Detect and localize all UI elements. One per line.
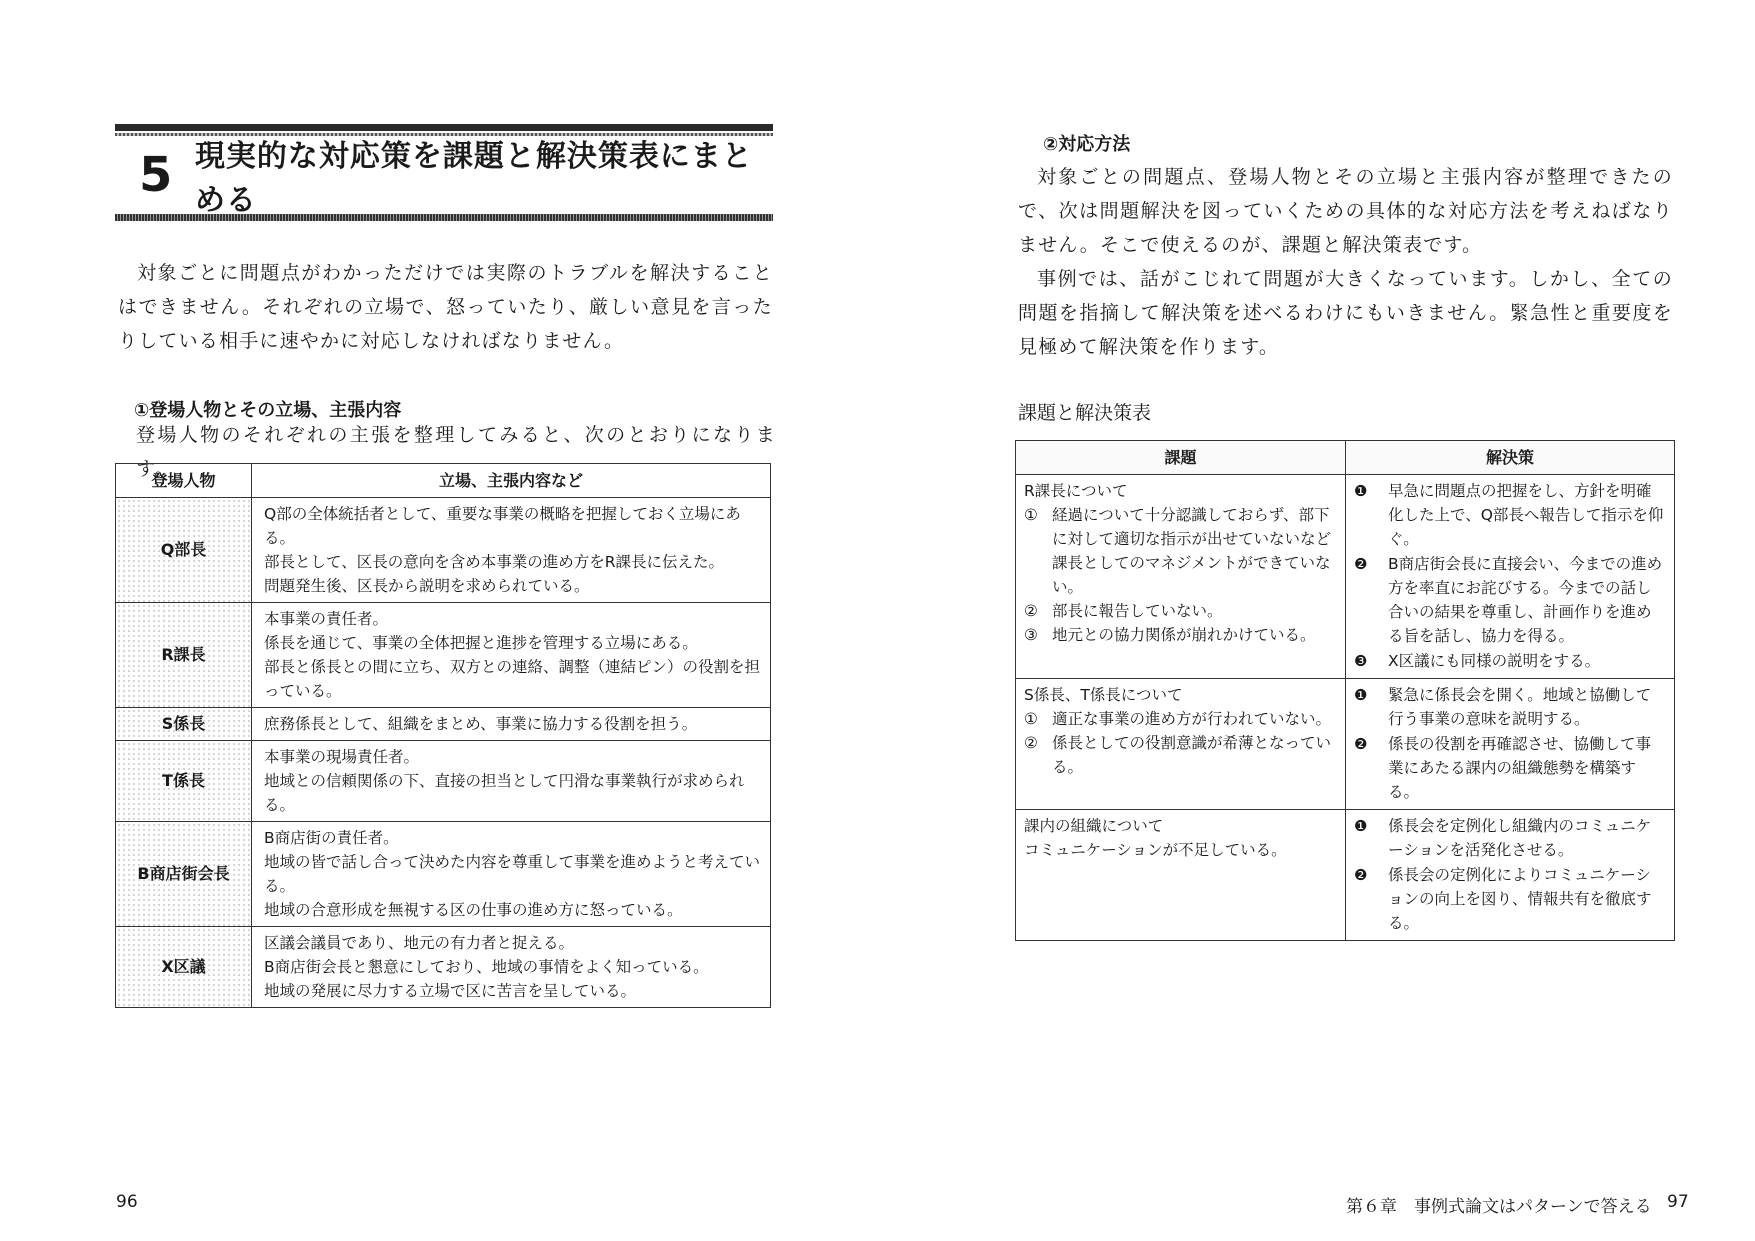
circled-number-marker: ③ xyxy=(1024,626,1038,644)
table-row xyxy=(116,603,771,708)
character-description xyxy=(252,498,771,603)
character-description xyxy=(252,822,771,927)
issue-item xyxy=(1024,707,1337,731)
heading-rule-top xyxy=(115,124,773,131)
issue-text: 適正な事業の進め方が行われていない。 xyxy=(1052,710,1332,728)
solution-item xyxy=(1354,683,1666,731)
table-row xyxy=(116,741,771,822)
table-header-row xyxy=(1016,441,1675,475)
solution-item xyxy=(1354,552,1666,648)
header-issue: 課題 xyxy=(1016,441,1346,475)
issue-text: 部長に報告していない。 xyxy=(1052,602,1223,620)
character-name: S係長 xyxy=(116,708,252,741)
section-heading xyxy=(115,124,773,221)
description-line: B商店街会長と懇意にしており、地域の事情をよく知っている。 xyxy=(264,958,709,976)
character-description xyxy=(252,603,771,708)
character-name: B商店街会長 xyxy=(116,822,252,927)
section2-paragraph-2: 事例では、話がこじれて問題が大きくなっています。しかし、全ての問題を指摘して解決策を述べるわけにもいきません。緊急性と重要度を見極めて解決策を作ります。 xyxy=(1018,268,1673,358)
solution-item xyxy=(1354,649,1666,673)
issue-cell xyxy=(1016,810,1346,941)
description-line: Q部の全体統括者として、重要な事業の概略を把握しておく立場にある。 xyxy=(264,505,741,547)
character-description xyxy=(252,741,771,822)
table-row xyxy=(1016,475,1675,679)
issue-item xyxy=(1024,503,1337,599)
solution-text: 早急に問題点の把握をし、方針を明確化した上で、Q部長へ報告して指示を仰ぐ。 xyxy=(1388,482,1664,548)
table-row xyxy=(116,927,771,1008)
header-solution: 解決策 xyxy=(1346,441,1675,475)
description-line: 本事業の責任者。 xyxy=(264,610,389,628)
description-line: 地域との信頼関係の下、直接の担当として円滑な事業執行が求められる。 xyxy=(264,772,745,814)
description-line: 問題発生後、区長から説明を求められている。 xyxy=(264,577,590,595)
solution-cell xyxy=(1346,810,1675,941)
intro-paragraph: 対象ごとに問題点がわかっただけでは実際のトラブルを解決することはできません。それぞれの立場で、怒っていたり、厳しい意見を言ったりしている相手に速やかに対応しなければなりません。 xyxy=(118,262,773,352)
solution-item xyxy=(1354,863,1666,935)
description-line: 区議会議員であり、地元の有力者と捉える。 xyxy=(264,934,575,952)
circled-number-marker: ② xyxy=(1024,734,1038,752)
table-row xyxy=(116,708,771,741)
description-line: 地域の発展に尽力する立場で区に苦言を呈している。 xyxy=(264,982,637,1000)
issue-item xyxy=(1024,731,1337,779)
issue-item xyxy=(1024,599,1337,623)
solution-text: 係長会を定例化し組織内のコミュニケーションを活発化させる。 xyxy=(1388,817,1652,859)
filled-number-marker: ❶ xyxy=(1354,686,1368,704)
table-row xyxy=(116,498,771,603)
character-description xyxy=(252,927,771,1008)
character-description xyxy=(252,708,771,741)
section2-paragraph-1: 対象ごとの問題点、登場人物とその立場と主張内容が整理できたので、次は問題解決を図っていくための具体的な対応方法を考えねばなりません。そこで使えるのが、課題と解決策表です。 xyxy=(1018,166,1673,256)
solution-text: 緊急に係長会を開く。地域と協働して行う事業の意味を説明する。 xyxy=(1388,686,1652,728)
right-page xyxy=(877,0,1755,1241)
solution-cell xyxy=(1346,679,1675,810)
filled-number-marker: ❷ xyxy=(1354,866,1368,884)
issue-text: コミュニケーションが不足している。 xyxy=(1024,841,1287,859)
filled-number-marker: ❶ xyxy=(1354,817,1368,835)
filled-number-marker: ❷ xyxy=(1354,555,1368,573)
header-character: 登場人物 xyxy=(116,464,252,498)
description-line: 部長と係長との間に立ち、双方との連絡、調整（連結ピン）の役割を担っている。 xyxy=(264,658,761,700)
issue-title: 課内の組織について xyxy=(1024,817,1164,835)
solution-item xyxy=(1354,814,1666,862)
table-header-row xyxy=(116,464,771,498)
solution-item xyxy=(1354,732,1666,804)
character-name: R課長 xyxy=(116,603,252,708)
page-number-left: 96 xyxy=(116,1192,138,1212)
solution-text: 係長の役割を再確認させ、協働して事業にあたる課内の組織態勢を構築する。 xyxy=(1388,735,1652,801)
heading-number: 5 xyxy=(139,147,173,203)
issues-solutions-table xyxy=(1015,440,1675,941)
issue-title: S係長、T係長について xyxy=(1024,686,1183,704)
table-row xyxy=(1016,679,1675,810)
circled-number-marker: ① xyxy=(1024,710,1038,728)
solution-text: 係長会の定例化によりコミュニケーションの向上を図り、情報共有を徹底する。 xyxy=(1388,866,1652,932)
table-row xyxy=(1016,810,1675,941)
section1-lead: 登場人物のそれぞれの主張を整理してみると、次のとおりになります。 xyxy=(136,424,776,480)
table-title: 課題と解決策表 xyxy=(1018,402,1152,424)
issue-cell xyxy=(1016,679,1346,810)
solution-text: B商店街会長に直接会い、今までの進め方を率直にお詫びする。今までの話し合いの結果を尊重し、計画作りを進める旨を話し、協力を得る。 xyxy=(1388,555,1663,645)
header-position: 立場、主張内容など xyxy=(252,464,771,498)
description-line: B商店街の責任者。 xyxy=(264,829,399,847)
description-line: 部長として、区長の意向を含め本事業の進め方をR課長に伝えた。 xyxy=(264,553,724,571)
section2-title: ②対応方法 xyxy=(1043,134,1131,155)
description-line: 地域の合意形成を無視する区の仕事の進め方に怒っている。 xyxy=(264,901,683,919)
left-page xyxy=(0,0,877,1241)
solution-text: X区議にも同様の説明をする。 xyxy=(1388,652,1601,670)
filled-number-marker: ❸ xyxy=(1354,652,1368,670)
character-name: Q部長 xyxy=(116,498,252,603)
solution-cell xyxy=(1346,475,1675,679)
circled-number-marker: ① xyxy=(1024,506,1038,524)
circled-number-marker: ② xyxy=(1024,602,1038,620)
filled-number-marker: ❶ xyxy=(1354,482,1368,500)
filled-number-marker: ❷ xyxy=(1354,735,1368,753)
description-line: 係長を通じて、事業の全体把握と進捗を管理する立場にある。 xyxy=(264,634,698,652)
character-name: X区議 xyxy=(116,927,252,1008)
page-number-right: 97 xyxy=(1667,1192,1689,1212)
table-row xyxy=(116,822,771,927)
characters-table xyxy=(115,463,771,1008)
description-line: 地域の皆で話し合って決めた内容を尊重して事業を進めようと考えている。 xyxy=(264,853,761,895)
heading-title: 現実的な対応策を課題と解決策表にまとめる xyxy=(194,139,753,218)
heading-row xyxy=(115,136,773,218)
character-name: T係長 xyxy=(116,741,252,822)
description-line: 庶務係長として、組織をまとめ、事業に協力する役割を担う。 xyxy=(264,715,698,733)
description-line: 本事業の現場責任者。 xyxy=(264,748,420,766)
section1-title: ①登場人物とその立場、主張内容 xyxy=(134,400,402,421)
chapter-title-footer: 第６章 事例式論文はパターンで答える xyxy=(1346,1197,1652,1217)
issue-cell xyxy=(1016,475,1346,679)
issue-text: 係長としての役割意識が希薄となっている。 xyxy=(1052,734,1332,776)
issue-text: 経過について十分認識しておらず、部下に対して適切な指示が出せていないなど課長としてのマネジメントができていない。 xyxy=(1052,506,1332,596)
solution-item xyxy=(1354,479,1666,551)
issue-text: 地元との協力関係が崩れかけている。 xyxy=(1052,626,1316,644)
issue-item xyxy=(1024,623,1337,647)
issue-title: R課長について xyxy=(1024,482,1128,500)
